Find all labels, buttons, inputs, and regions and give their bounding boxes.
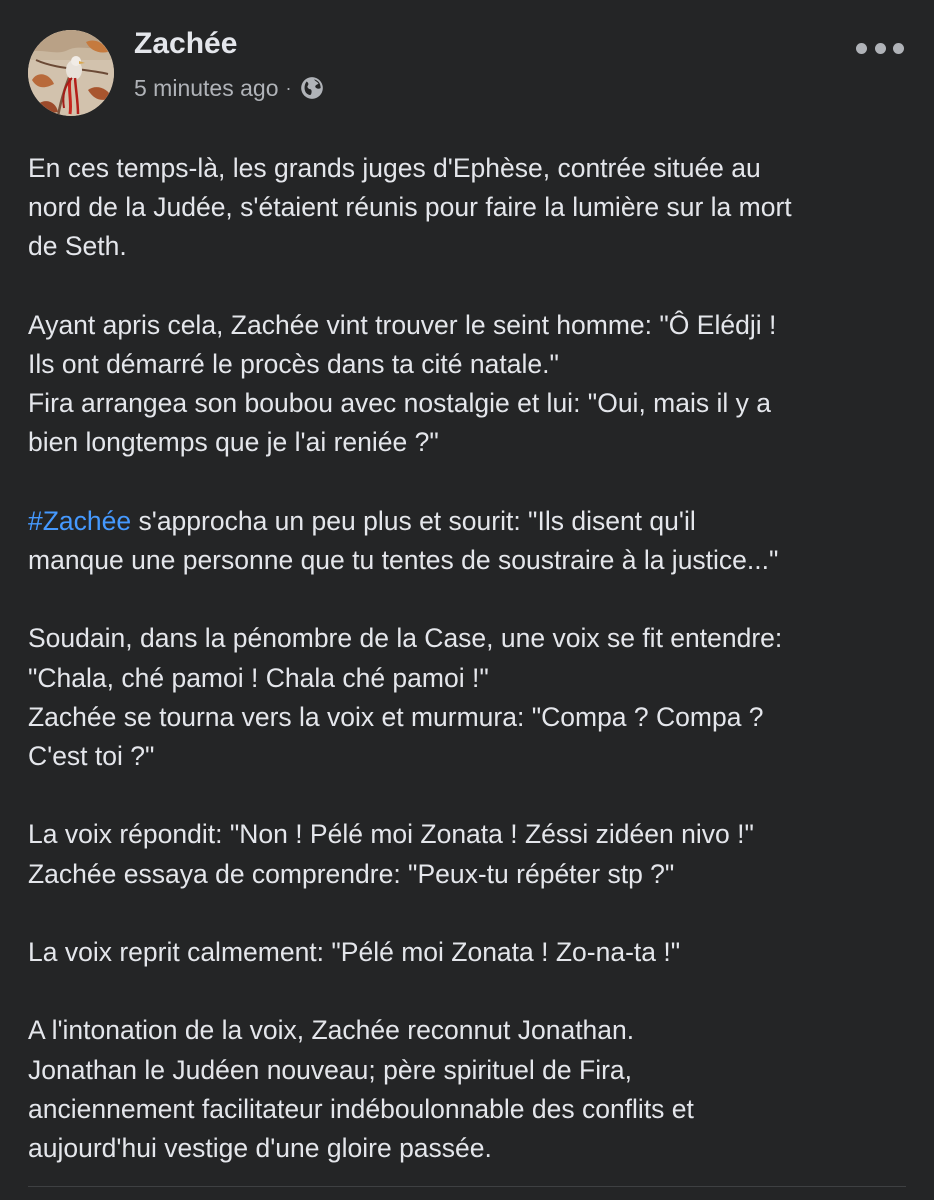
- avatar[interactable]: [28, 30, 114, 116]
- post-divider: [28, 1186, 906, 1187]
- globe-icon[interactable]: [299, 75, 325, 101]
- text-line: manque une personne que tu tentes de soustraire à la justice...": [28, 545, 779, 575]
- more-horizontal-icon: [893, 43, 904, 54]
- text-line: Ayant apris cela, Zachée vint trouver le seint homme: "Ô Elédji !: [28, 309, 777, 340]
- post-meta: [134, 72, 325, 104]
- post-text: [28, 149, 908, 1168]
- avatar-image: [28, 30, 114, 116]
- text-line: C'est toi ?": [28, 741, 155, 771]
- post-paragraph: [28, 502, 908, 580]
- post-paragraph: [28, 306, 908, 463]
- author-name[interactable]: Zachée: [134, 27, 238, 60]
- text-line: anciennement facilitateur indéboulonnable des conflits et: [28, 1093, 694, 1124]
- text-line: "Chala, ché pamoi ! Chala ché pamoi !": [28, 662, 489, 693]
- post-paragraph: [28, 149, 908, 267]
- post-paragraph: [28, 933, 908, 972]
- text-line: Zachée se tourna vers la voix et murmura: "Compa ? Compa ?: [28, 701, 764, 732]
- text-line: La voix reprit calmement: "Pélé moi Zonata ! Zo-na-ta !": [28, 936, 681, 967]
- post-paragraph: [28, 815, 908, 893]
- text-line: A l'intonation de la voix, Zachée reconnut Jonathan.: [28, 1015, 635, 1046]
- text-line: En ces temps-là, les grands juges d'Ephèse, contrée située au: [28, 153, 761, 183]
- text-line: Ils ont démarré le procès dans ta cité natale.": [28, 349, 559, 379]
- text-line: nord de la Judée, s'étaient réunis pour faire la lumière sur la mort: [28, 192, 792, 223]
- text-line: aujourd'hui vestige d'une gloire passée.: [28, 1132, 492, 1163]
- post-paragraph: [28, 619, 908, 776]
- post-paragraph: [28, 1011, 908, 1168]
- text-line: Soudain, dans la pénombre de la Case, une voix se fit entendre:: [28, 623, 783, 654]
- post-timestamp[interactable]: 5 minutes ago: [134, 74, 279, 101]
- text-line: s'approcha un peu plus et sourit: "Ils disent qu'il: [131, 505, 696, 536]
- more-horizontal-icon: [875, 43, 886, 54]
- more-horizontal-icon: [856, 43, 867, 54]
- text-line: Fira arrangea son boubou avec nostalgie et lui: "Oui, mais il y a: [28, 388, 771, 419]
- hashtag-link[interactable]: #Zachée: [28, 505, 132, 536]
- text-line: de Seth.: [28, 231, 127, 262]
- text-line: bien longtemps que je l'ai reniée ?": [28, 427, 439, 458]
- meta-separator: ·: [285, 77, 292, 98]
- text-line: Jonathan le Judéen nouveau; père spirituel de Fira,: [28, 1054, 633, 1085]
- text-line: Zachée essaya de comprendre: "Peux-tu répéter stp ?": [28, 858, 675, 889]
- text-line: La voix répondit: "Non ! Pélé moi Zonata ! Zéssi zidéen nivo !": [28, 819, 754, 850]
- post-header: [0, 0, 934, 130]
- more-options-button[interactable]: [856, 36, 904, 60]
